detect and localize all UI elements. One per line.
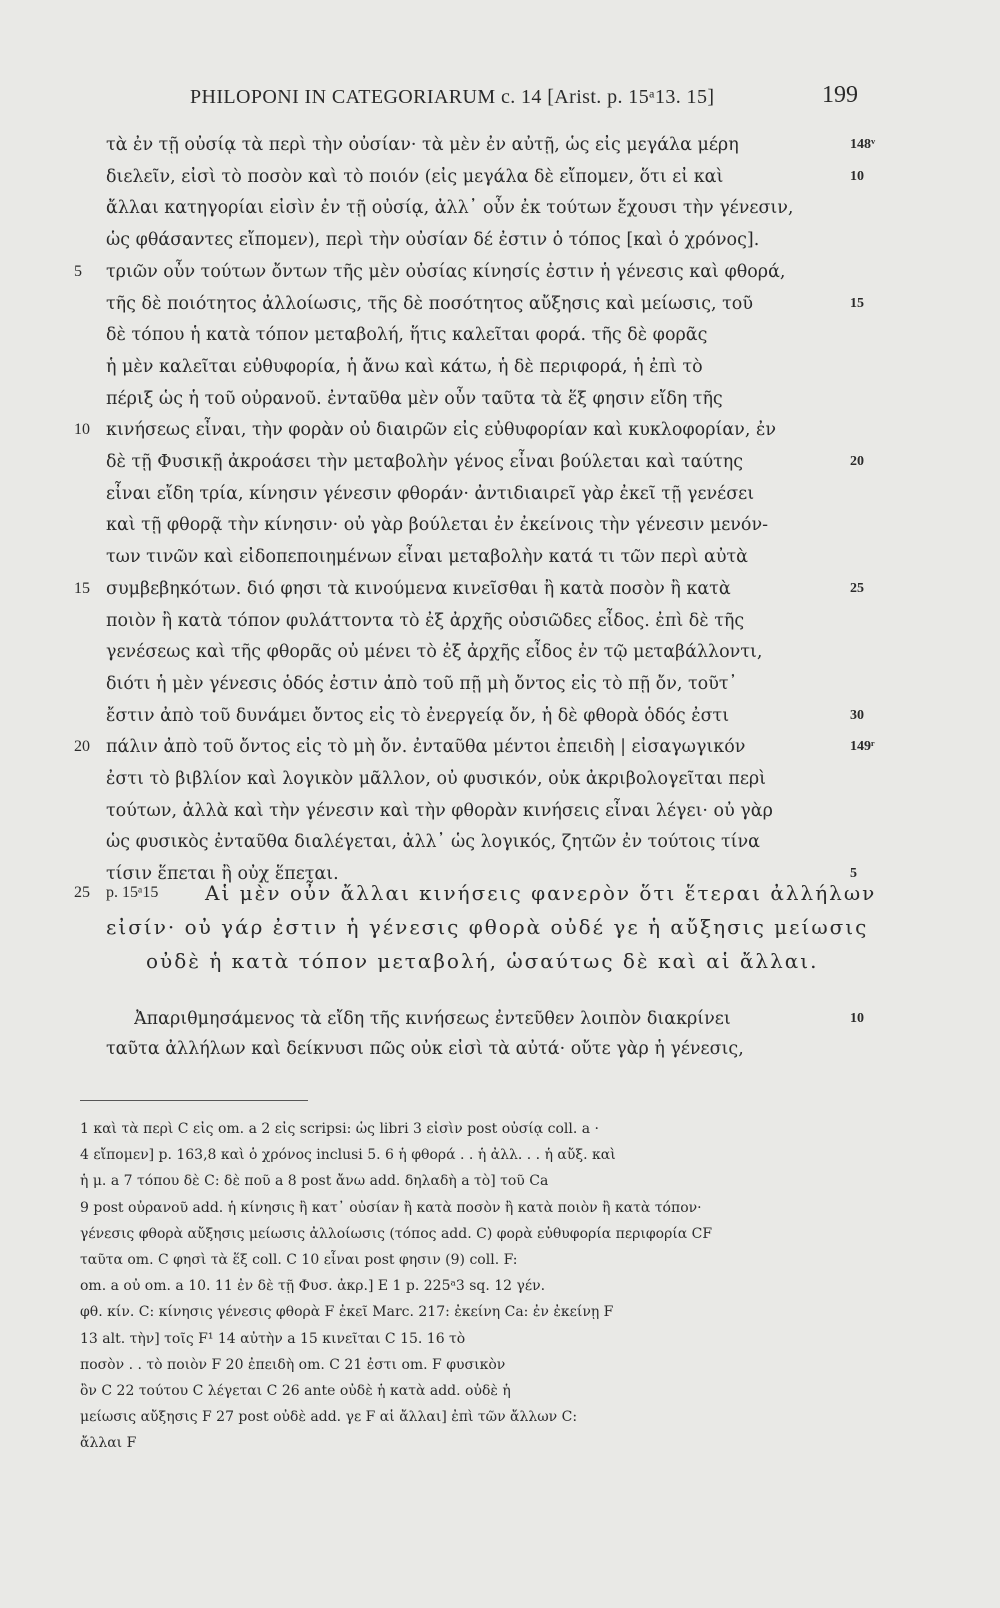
margin-number: 10 bbox=[850, 1011, 864, 1026]
text-line: δὲ τῇ Φυσικῇ ἀκροάσει τὴν μεταβολὴν γένος εἶναι βούλεται καὶ ταύτης bbox=[106, 452, 744, 472]
text-line: ἐστι τὸ βιβλίον καὶ λογικὸν μᾶλλον, οὐ φυσικόν, οὐκ ἀκριβολογεῖται περὶ bbox=[106, 769, 767, 789]
footnote-rule bbox=[80, 1100, 308, 1101]
text-line: τριῶν οὖν τούτων ὄντων τῆς μὲν οὐσίας κίνησίς ἐστιν ἡ γένεσις καὶ φθορά, bbox=[106, 262, 786, 282]
text-line: συμβεβηκότων. διό φησι τὰ κινούμενα κινεῖσθαι ἢ κατὰ ποσὸν ἢ κατὰ bbox=[106, 579, 731, 599]
text-line: τίσιν ἕπεται ἢ οὐχ ἕπεται. bbox=[106, 864, 339, 884]
apparatus-line: ταῦτα om. C φησὶ τὰ ἕξ coll. C 10 εἶναι post φησιν (9) coll. F: bbox=[80, 1252, 518, 1268]
apparatus-line: ὂν C 22 τούτου C λέγεται C 26 ante οὐδὲ ἡ κατὰ add. οὐδὲ ἡ bbox=[80, 1383, 511, 1399]
text-line: ὡς φυσικὸς ἐνταῦθα διαλέγεται, ἀλλ᾿ ὡς λογικός, ζητῶν ἐν τούτοις τίνα bbox=[106, 832, 760, 852]
text-line: κινήσεως εἶναι, τὴν φορὰν οὐ διαιρῶν εἰς εὐθυφορίαν καὶ κυκλοφορίαν, ἐν bbox=[106, 420, 776, 440]
margin-number: 20 bbox=[850, 454, 864, 469]
text-line: εἶναι εἴδη τρία, κίνησιν γένεσιν φθοράν· ἀντιδιαιρεῖ γὰρ ἐκεῖ τῇ γενέσει bbox=[106, 484, 755, 504]
margin-number: 149ʳ bbox=[850, 739, 875, 754]
line-number: 25 bbox=[74, 884, 90, 901]
text-line: πάλιν ἀπὸ τοῦ ὄντος εἰς τὸ μὴ ὄν. ἐνταῦθα μέντοι ἐπειδὴ | εἰσαγωγικόν bbox=[106, 737, 746, 757]
running-title: PHILOPONI IN CATEGORIARUM c. 14 [Arist. p. 15ᵃ13. 15] bbox=[190, 86, 715, 108]
text-line: ἄλλαι κατηγορίαι εἰσὶν ἐν τῇ οὐσίᾳ, ἀλλ᾿ οὖν ἐκ τούτων ἔχουσι τὴν γένεσιν, bbox=[106, 198, 794, 218]
text-line: διελεῖν, εἰσὶ τὸ ποσὸν καὶ τὸ ποιόν (εἰς μεγάλα δὲ εἴπομεν, ὅτι εἰ καὶ bbox=[106, 167, 724, 187]
text-line: Ἀπαριθμησάμενος τὰ εἴδη τῆς κινήσεως ἐντεῦθεν λοιπὸν διακρίνει bbox=[134, 1009, 731, 1029]
lemma-line: Αἱ μὲν οὖν ἄλλαι κινήσεις φανερὸν ὅτι ἕτεραι ἀλλήλων bbox=[205, 881, 877, 905]
line-number: 20 bbox=[74, 738, 90, 755]
lemma-line: εἰσίν· οὐ γάρ ἐστιν ἡ γένεσις φθορὰ οὐδέ γε ἡ αὔξησις μείωσις bbox=[106, 915, 869, 939]
lemma-line: οὐδὲ ἡ κατὰ τόπον μεταβολή, ὡσαύτως δὲ καὶ αἱ ἄλλαι. bbox=[146, 949, 819, 973]
text-line: πέριξ ὡς ἡ τοῦ οὐρανοῦ. ἐνταῦθα μὲν οὖν ταῦτα τὰ ἕξ φησιν εἴδη τῆς bbox=[106, 389, 723, 409]
page-number: 199 bbox=[822, 82, 858, 108]
margin-number: 148ᵛ bbox=[850, 137, 876, 152]
text-line: ταῦτα ἀλλήλων καὶ δείκνυσι πῶς οὐκ εἰσὶ τὰ αὐτά· οὔτε γὰρ ἡ γένεσις, bbox=[106, 1039, 744, 1059]
apparatus-line: 9 post οὐρανοῦ add. ἡ κίνησις ἢ κατ᾿ οὐσίαν ἢ κατὰ ποσὸν ἢ κατὰ ποιὸν ἢ κατὰ τόπον· bbox=[80, 1200, 702, 1216]
text-line: ποιὸν ἢ κατὰ τόπον φυλάττοντα τὸ ἐξ ἀρχῆς οὐσιῶδες εἶδος. ἐπὶ δὲ τῆς bbox=[106, 611, 745, 631]
text-line: των τινῶν καὶ εἰδοπεποιημένων εἶναι μεταβολὴν κατά τι τῶν περὶ αὐτὰ bbox=[106, 547, 748, 567]
apparatus-line: om. a οὐ om. a 10. 11 ἐν δὲ τῇ Φυσ. ἀκρ.] E 1 p. 225ᵃ3 sq. 12 γέν. bbox=[80, 1278, 546, 1294]
apparatus-line: ποσὸν . . τὸ ποιὸν F 20 ἐπειδὴ om. C 21 ἐστι om. F φυσικὸν bbox=[80, 1357, 506, 1373]
text-line: γενέσεως καὶ τῆς φθορᾶς οὐ μένει τὸ ἐξ ἀρχῆς εἶδος ἐν τῷ μεταβάλλοντι, bbox=[106, 642, 763, 662]
apparatus-line: μείωσις αὔξησις F 27 post οὐδὲ add. γε F αἱ ἄλλαι] ἐπὶ τῶν ἄλλων C: bbox=[80, 1409, 578, 1425]
line-number: 10 bbox=[74, 421, 90, 438]
line-number: 5 bbox=[74, 263, 82, 280]
running-header bbox=[0, 82, 1000, 120]
apparatus-line: 13 alt. τὴν] τοῖς F¹ 14 αὐτὴν a 15 κινεῖται C 15. 16 τὸ bbox=[80, 1331, 466, 1347]
text-line: τῆς δὲ ποιότητος ἀλλοίωσις, τῆς δὲ ποσότητος αὔξησις καὶ μείωσις, τοῦ bbox=[106, 294, 753, 314]
text-line: τούτων, ἀλλὰ καὶ τὴν γένεσιν καὶ τὴν φθορὰν κινήσεις εἶναι λέγει· οὐ γὰρ bbox=[106, 801, 773, 821]
text-line: καὶ τῇ φθορᾷ τὴν κίνησιν· οὐ γὰρ βούλεται ἐν ἐκείνοις τὴν γένεσιν μενόν- bbox=[106, 515, 769, 535]
margin-number: 5 bbox=[850, 866, 857, 881]
text-line: διότι ἡ μὲν γένεσις ὁδός ἐστιν ἀπὸ τοῦ πῇ μὴ ὄντος εἰς τὸ πῇ ὄν, τοῦτ᾿ bbox=[106, 674, 738, 694]
lemma-reference: p. 15ᵃ15 bbox=[106, 884, 159, 901]
text-line: δὲ τόπου ἡ κατὰ τόπον μεταβολή, ἥτις καλεῖται φορά. τῆς δὲ φορᾶς bbox=[106, 325, 708, 345]
apparatus-line: 1 καὶ τὰ περὶ C εἰς om. a 2 εἰς scripsi: ὡς libri 3 εἰσὶν post οὐσίᾳ coll. a · bbox=[80, 1121, 600, 1137]
margin-number: 15 bbox=[850, 296, 864, 311]
text-line: τὰ ἐν τῇ οὐσίᾳ τὰ περὶ τὴν οὐσίαν· τὰ μὲν ἐν αὐτῇ, ὡς εἰς μεγάλα μέρη bbox=[106, 135, 739, 155]
margin-number: 30 bbox=[850, 708, 864, 723]
apparatus-line: γένεσις φθορὰ αὔξησις μείωσις ἀλλοίωσις (τόπος add. C) φορὰ εὐθυφορία περιφορία CF bbox=[80, 1226, 713, 1242]
text-line: ὡς φθάσαντες εἴπομεν), περὶ τὴν οὐσίαν δέ ἐστιν ὁ τόπος [καὶ ὁ χρόνος]. bbox=[106, 230, 760, 250]
margin-number: 10 bbox=[850, 169, 864, 184]
apparatus-line: φθ. κίν. C: κίνησις γένεσις φθορὰ F ἐκεῖ Marc. 217: ἐκείνη Ca: ἐν ἐκείνῃ F bbox=[80, 1304, 614, 1320]
margin-number: 25 bbox=[850, 581, 864, 596]
text-line: ἔστιν ἀπὸ τοῦ δυνάμει ὄντος εἰς τὸ ἐνεργείᾳ ὄν, ἡ δὲ φθορὰ ὁδός ἐστι bbox=[106, 706, 730, 726]
text-line: ἡ μὲν καλεῖται εὐθυφορία, ἡ ἄνω καὶ κάτω, ἡ δὲ περιφορά, ἡ ἐπὶ τὸ bbox=[106, 357, 703, 377]
apparatus-line: ἄλλαι F bbox=[80, 1435, 137, 1451]
line-number: 15 bbox=[74, 580, 90, 597]
apparatus-line: ἡ μ. a 7 τόπου δὲ C: δὲ ποῦ a 8 post ἄνω add. δηλαδὴ a τὸ] τοῦ Ca bbox=[80, 1173, 549, 1189]
apparatus-line: 4 εἴπομεν] p. 163,8 καὶ ὁ χρόνος inclusi 5. 6 ἡ φθορά . . ἡ ἀλλ. . . ἡ αὔξ. καὶ bbox=[80, 1147, 616, 1163]
